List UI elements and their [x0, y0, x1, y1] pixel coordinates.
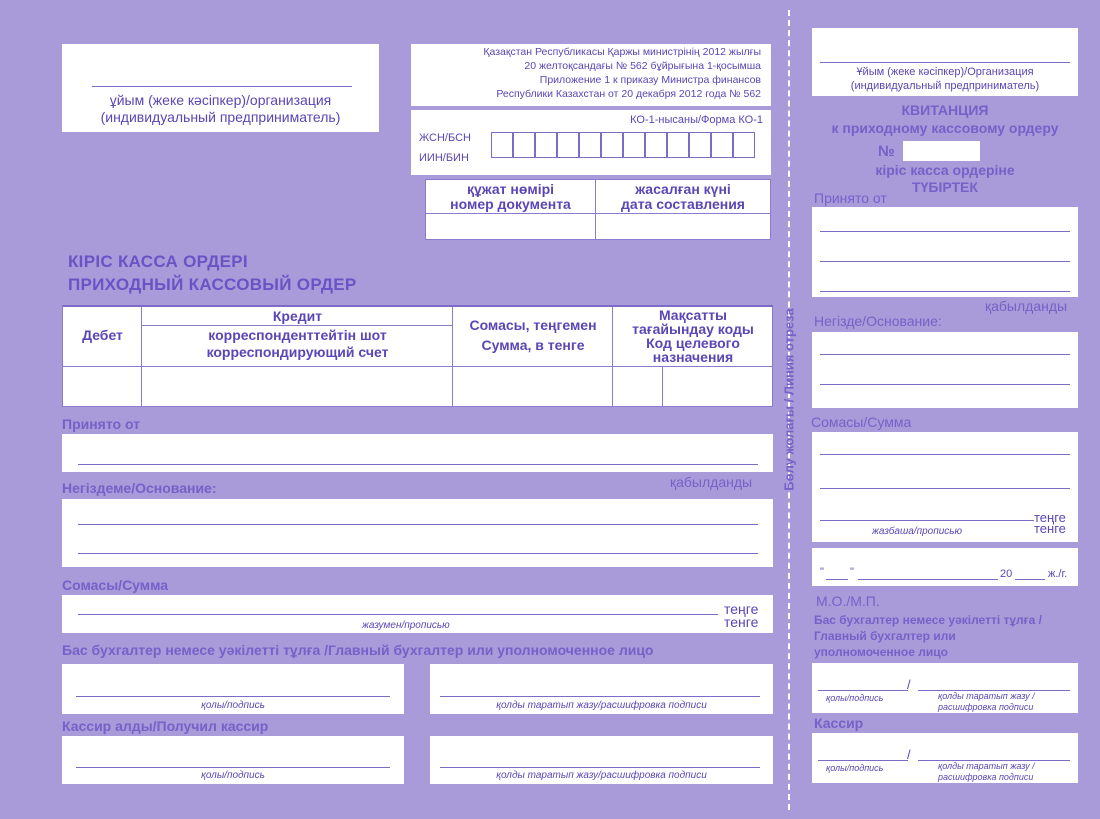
stub-in-words-label: жазбаша/прописью — [872, 526, 963, 537]
title-kz: КІРІС КАССА ОРДЕРІ — [68, 252, 248, 271]
cut-line-label: Бөлу жолағы / Линия отреза — [781, 308, 797, 491]
stub-stamp-label: М.О./М.П. — [816, 593, 880, 609]
chief-decode-field[interactable] — [430, 664, 773, 714]
received-from-label: Принято от — [62, 416, 141, 432]
credit-cell[interactable] — [142, 367, 453, 407]
basis-field[interactable] — [62, 499, 773, 567]
decree-line-1: Қазақстан Республикасы Қаржы министрінің 2012 жылғы — [483, 46, 761, 58]
decree-line-2: 20 желтоқсандағы № 562 бұйрығына 1-қосымша — [524, 60, 761, 72]
doc-number-date-box — [425, 179, 771, 240]
stub-chief-label-1: Бас бухгалтер немесе уәкілетті тұлға / — [814, 613, 1043, 627]
stub-chief-signature-field[interactable] — [812, 663, 1078, 713]
chief-accountant-label: Бас бухгалтер немесе уәкілетті тұлға /Главный бухгалтер или уполномоченное лицо — [62, 642, 654, 658]
tenge-kz: теңге — [724, 601, 759, 617]
doc-date-field[interactable] — [596, 214, 770, 239]
stub-organization-box[interactable] — [812, 28, 1078, 96]
organization-label-ru: (индивидуальный предприниматель) — [100, 109, 341, 125]
stub-cashier-decode-1: қолды таратып жазу / — [938, 761, 1035, 771]
target-code-cell-1[interactable] — [613, 367, 663, 407]
stub-year-suffix: ж./г. — [1048, 568, 1068, 580]
doc-date-label-kz: жасалған күні — [635, 181, 731, 197]
cashier-decode-caption: қолды таратып жазу/расшифровка подписи — [496, 770, 707, 781]
sum-words-field[interactable] — [62, 595, 773, 633]
form-code: КО-1-нысаны/Форма КО-1 — [630, 114, 763, 126]
stub-to-order: к приходному кассовому ордеру — [831, 120, 1059, 136]
chief-decode-caption: қолды таратып жазу/расшифровка подписи — [496, 700, 707, 711]
cashier-signature-field[interactable] — [62, 736, 404, 784]
debit-header: Дебет — [82, 327, 123, 343]
target-code-l4: назначения — [652, 349, 734, 365]
stub-received-from-label: Принято от — [814, 190, 887, 206]
corr-account-ru: корреспондирующий счет — [206, 344, 389, 360]
stub-tenge-kz: теңге — [1034, 510, 1066, 525]
stub-sum-field[interactable] — [812, 432, 1078, 542]
organization-label-kz: ұйым (жеке кәсіпкер)/организация — [109, 92, 332, 108]
cashier-label: Кассир алды/Получил кассир — [62, 718, 269, 734]
chief-signature-caption: қолы/подпись — [201, 700, 265, 711]
corr-account-kz: корреспонденттейтін шот — [208, 327, 387, 343]
target-code-l3: Код целевого — [646, 335, 740, 351]
decree-line-3: Приложение 1 к приказу Министра финансов — [539, 74, 761, 86]
stub-kz-title-1: кіріс касса ордеріне — [875, 162, 1015, 178]
stub-cashier-slash: / — [907, 747, 911, 762]
stub-cashier-signature-field[interactable] — [812, 733, 1078, 783]
debit-cell[interactable] — [63, 367, 142, 407]
stub-kz-title-2: ТҮБІРТЕК — [912, 179, 978, 195]
stub-org-label-kz: Ұйым (жеке кәсіпкер)/Организация — [856, 66, 1034, 78]
decree-line-4: Республики Казахстан от 20 декабря 2012 года № 562 — [496, 88, 761, 100]
sum-cell[interactable] — [453, 367, 613, 407]
target-code-cell-2[interactable] — [663, 367, 773, 407]
sum-header-ru: Сумма, в тенге — [481, 337, 585, 353]
stub-date-quote-close: " — [850, 566, 854, 578]
accounts-table — [62, 305, 773, 407]
tenge-ru: тенге — [724, 614, 759, 630]
stub-received-kz: қабылданды — [985, 298, 1068, 314]
id-digit-cells[interactable] — [491, 132, 761, 160]
stub-chief-signature-caption: қолы/подпись — [826, 693, 884, 703]
stub-sum-label: Сомасы/Сумма — [811, 414, 912, 430]
cashier-decode-field[interactable] — [430, 736, 773, 784]
received-from-field[interactable] — [62, 434, 773, 472]
credit-header: Кредит — [272, 308, 323, 324]
stub-cashier-label: Кассир — [814, 715, 864, 731]
stub-chief-decode-2: расшифровка подписи — [938, 702, 1034, 712]
organization-box[interactable] — [62, 44, 379, 132]
stub-chief-slash: / — [907, 677, 911, 692]
cashier-signature-caption: қолы/подпись — [201, 770, 265, 781]
sum-header-kz: Сомасы, теңгемен — [469, 317, 597, 333]
received-kz-label: қабылданды — [670, 474, 753, 490]
sum-label: Сомасы/Сумма — [62, 577, 169, 593]
stub-number-sign: № — [878, 143, 895, 160]
stub-org-label-ru: (индивидуальный предприниматель) — [850, 80, 1040, 92]
stub-receipt-title: КВИТАНЦИЯ — [901, 102, 989, 118]
doc-date-label-ru: дата составления — [621, 196, 745, 212]
stub-date-field[interactable] — [812, 548, 1078, 586]
in-words-label: жазумен/прописью — [362, 620, 450, 631]
stub-cashier-decode-2: расшифровка подписи — [938, 772, 1034, 782]
stub-chief-label-3: уполномоченное лицо — [814, 645, 948, 659]
stub-basis-field[interactable] — [812, 332, 1078, 408]
id-label-ru: ИИН/БИН — [419, 152, 469, 164]
stub-basis-label: Негізде/Основание: — [814, 313, 942, 329]
stub-chief-label-2: Главный бухгалтер или — [814, 629, 956, 643]
stub-cashier-signature-caption: қолы/подпись — [826, 763, 884, 773]
stub-tenge-ru: тенге — [1034, 521, 1066, 536]
id-label-kz: ЖСН/БСН — [419, 132, 471, 144]
doc-number-label-ru: номер документа — [450, 196, 571, 212]
chief-signature-field[interactable] — [62, 664, 404, 714]
stub-year-prefix: 20 — [1000, 568, 1013, 580]
stub-chief-decode-1: қолды таратып жазу / — [938, 691, 1035, 701]
doc-number-label-kz: құжат нөмірі — [466, 181, 555, 197]
target-code-l1: Мақсатты — [658, 307, 728, 323]
decree-box — [411, 44, 771, 106]
id-number-box — [411, 110, 771, 175]
title-ru: ПРИХОДНЫЙ КАССОВЫЙ ОРДЕР — [68, 275, 357, 294]
stub-number-field[interactable] — [903, 141, 980, 161]
basis-label: Негіздеме/Основание: — [62, 480, 217, 496]
doc-number-field[interactable] — [426, 214, 595, 239]
stub-received-from-field[interactable] — [812, 207, 1078, 297]
stub-date-quote-open: " — [820, 566, 824, 578]
target-code-l2: тағайындау коды — [632, 321, 754, 337]
